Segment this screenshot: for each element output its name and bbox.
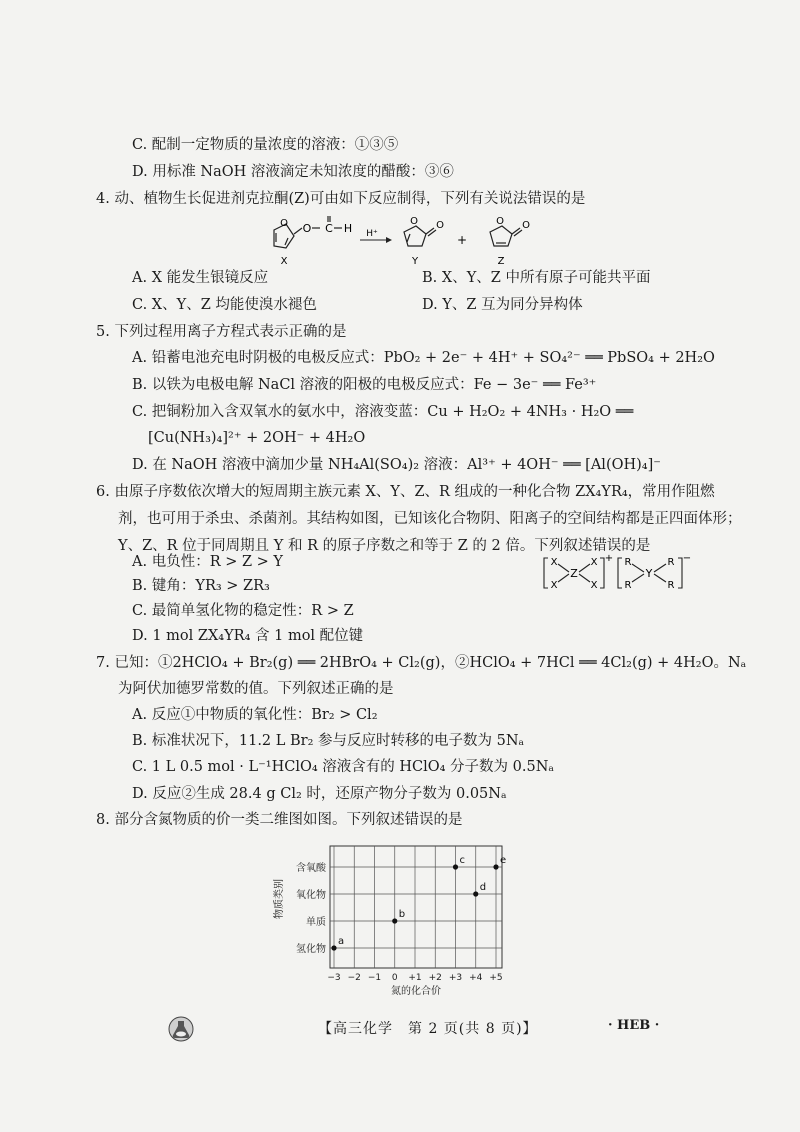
q4-option-d: D. Y、Z 互为同分异构体 <box>422 297 583 313</box>
question-4: 4. 动、植物生长促进剂克拉酮(Z)可由如下反应制得，下列有关说法错误的是 <box>96 191 586 207</box>
question-5: 5. 下列过程用离子方程式表示正确的是 <box>96 324 347 340</box>
cation-center: Z <box>570 567 578 580</box>
anion-ligand-tr: R <box>667 557 675 568</box>
label-x: X <box>280 256 288 267</box>
cation-ligand-br: X <box>590 580 598 591</box>
anion-ligand-tl: R <box>624 557 632 568</box>
data-label-b: b <box>398 909 406 920</box>
x-tick-label: +1 <box>408 973 422 983</box>
footer-page-info: 【高三化学 第 2 页(共 8 页)】 <box>318 1021 538 1037</box>
q5-option-c-line2: [Cu(NH₃)₄]²⁺ + 2OH⁻ + 4H₂O <box>148 430 366 446</box>
x-tick-label: +3 <box>448 973 463 983</box>
question-8: 8. 部分含氮物质的价一类二维图如图。下列叙述错误的是 <box>96 812 463 828</box>
anion-ligand-bl: R <box>624 580 632 591</box>
data-point-e <box>493 864 498 869</box>
anion-center: Y <box>645 567 653 580</box>
y-axis-label: 物质类别 <box>274 879 285 919</box>
data-label-d: d <box>479 882 487 893</box>
chart-frame <box>330 846 502 968</box>
q7-option-b: B. 标准状况下，11.2 L Br₂ 参与反应时转移的电子数为 5Nₐ <box>132 733 525 749</box>
x-axis-label: 氮的化合价 <box>391 986 441 997</box>
x-tick-label: −1 <box>367 973 382 983</box>
x-carbonyl-carbon: C <box>325 222 333 235</box>
x-ester-oxygen: O <box>302 222 312 235</box>
y-ring-oxygen: O <box>410 216 418 227</box>
q6-option-c: C. 最简单氢化物的稳定性：R > Z <box>132 603 354 619</box>
x-tick-label: −2 <box>347 973 361 983</box>
anion-ligand-br: R <box>667 580 675 591</box>
nitrogen-valence-chart <box>270 828 510 998</box>
q3-option-c: C. 配制一定物质的量浓度的溶液：①③⑤ <box>132 137 399 153</box>
q4-option-a: A. X 能发生银镜反应 <box>132 270 269 286</box>
molecule-y <box>404 226 436 246</box>
q5-option-d: D. 在 NaOH 溶液中滴加少量 NH₄Al(SO₄)₂ 溶液：Al³⁺ + 4OH⁻ ══ [Al(OH)₄]⁻ <box>132 457 661 473</box>
question-6-line1: 6. 由原子序数依次增大的短周期主族元素 X、Y、Z、R 组成的一种化合物 ZX₄YR₄，常用作阻燃 <box>96 484 715 500</box>
y-category-label: 单质 <box>306 917 326 928</box>
anion-charge: − <box>682 553 692 564</box>
ion-structure-svg <box>542 552 692 594</box>
q3-option-d: D. 用标准 NaOH 溶液滴定未知浓度的醋酸：③⑥ <box>132 164 454 180</box>
q5-option-b: B. 以铁为电极电解 NaCl 溶液的阳极的电极反应式：Fe − 3e⁻ ══ Fe³⁺ <box>132 377 597 393</box>
x-tick-label: 0 <box>391 973 398 983</box>
q6-option-a: A. 电负性：R > Z > Y <box>132 554 283 570</box>
plus-sign: + <box>456 233 468 247</box>
x-tick-label: +4 <box>469 973 483 983</box>
label-z: Z <box>497 256 505 267</box>
reaction-svg <box>258 212 578 268</box>
y-carbonyl-oxygen: O <box>436 220 444 231</box>
question-7-line2: 为阿伏加德罗常数的值。下列叙述正确的是 <box>118 681 394 697</box>
cation-charge: + <box>604 553 614 564</box>
data-label-c: c <box>459 855 465 866</box>
data-point-b <box>392 918 397 923</box>
chart-svg <box>270 828 510 998</box>
x-tick-label: −3 <box>327 973 341 983</box>
y-category-label: 氧化物 <box>296 890 326 901</box>
q5-option-c-line1: C. 把铜粉加入含双氧水的氨水中，溶液变蓝：Cu + H₂O₂ + 4NH₃ · H₂O ══ <box>132 404 634 420</box>
reaction-scheme <box>258 212 578 268</box>
z-carbonyl-oxygen: O <box>522 220 530 231</box>
question-6-line2: 剂，也可用于杀虫、杀菌剂。其结构如图，已知该化合物阴、阳离子的空间结构都是正四面体形； <box>118 511 742 527</box>
q7-option-a: A. 反应①中物质的氧化性：Br₂ > Cl₂ <box>132 707 378 723</box>
y-category-label: 含氧酸 <box>296 863 326 874</box>
ion-structure <box>542 552 692 594</box>
z-ring-oxygen: O <box>496 216 504 227</box>
cation-ligand-tr: X <box>590 557 598 568</box>
q7-option-d: D. 反应②生成 28.4 g Cl₂ 时，还原产物分子数为 0.05Nₐ <box>132 786 507 802</box>
footer-code: · HEB · <box>608 1018 660 1033</box>
q5-option-a: A. 铅蓄电池充电时阴极的电极反应式：PbO₂ + 2e⁻ + 4H⁺ + SO₄²⁻ ══ PbSO₄ + 2H₂O <box>132 350 715 366</box>
arrow-catalyst: H⁺ <box>366 229 378 239</box>
data-point-c <box>453 864 458 869</box>
q4-option-b: B. X、Y、Z 中所有原子可能共平面 <box>422 270 651 286</box>
data-label-a: a <box>338 936 345 947</box>
molecule-z <box>490 226 522 246</box>
q4-option-c: C. X、Y、Z 均能使溴水褪色 <box>132 297 317 313</box>
x-tick-label: +2 <box>428 973 442 983</box>
question-6-line3: Y、Z、R 位于同周期且 Y 和 R 的原子序数之和等于 Z 的 2 倍。下列叙述错误的是 <box>118 538 651 554</box>
x-hydrogen: H <box>343 222 353 235</box>
x-tick-label: +5 <box>489 973 503 983</box>
data-label-e: e <box>500 855 507 866</box>
data-point-a <box>331 945 336 950</box>
cation-ligand-tl: X <box>550 557 558 568</box>
x-ring-oxygen: O <box>280 218 288 229</box>
q6-option-b: B. 键角：YR₃ > ZR₃ <box>132 578 270 594</box>
q7-option-c: C. 1 L 0.5 mol · L⁻¹HClO₄ 溶液含有的 HClO₄ 分子数为 0.5Nₐ <box>132 759 555 775</box>
q6-option-d: D. 1 mol ZX₄YR₄ 含 1 mol 配位键 <box>132 628 364 644</box>
flask-logo-icon <box>168 1016 194 1042</box>
label-y: Y <box>411 256 419 267</box>
data-point-d <box>473 891 478 896</box>
cation-ligand-bl: X <box>550 580 558 591</box>
question-7-line1: 7. 已知：①2HClO₄ + Br₂(g) ══ 2HBrO₄ + Cl₂(g)，②HClO₄ + 7HCl ══ 4Cl₂(g) + 4H₂O。Nₐ <box>96 655 747 671</box>
y-category-label: 氢化物 <box>296 944 326 955</box>
